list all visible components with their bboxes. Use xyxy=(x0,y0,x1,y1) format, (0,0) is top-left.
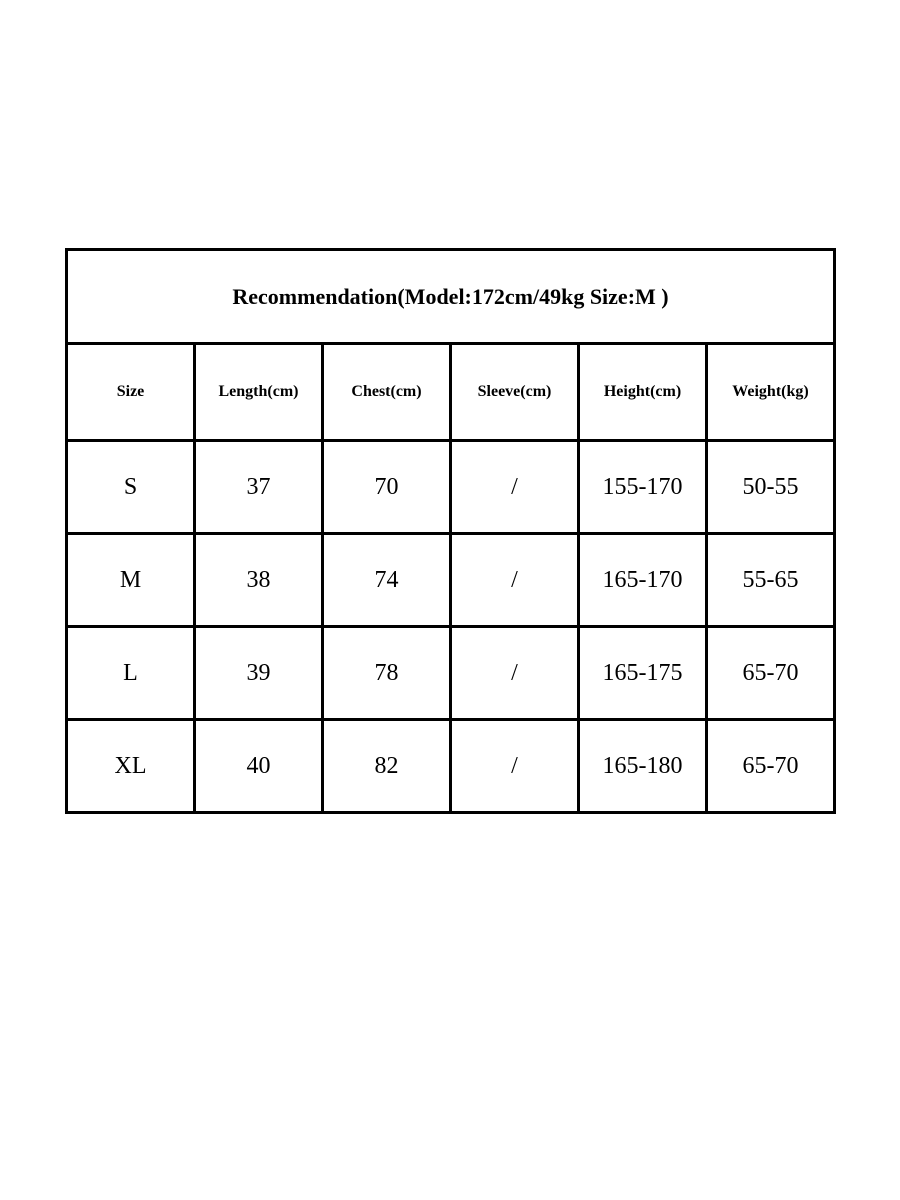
cell-sleeve: / xyxy=(451,720,579,813)
cell-length: 39 xyxy=(195,627,323,720)
cell-length: 37 xyxy=(195,441,323,534)
table-row xyxy=(67,627,835,720)
cell-height: 165-175 xyxy=(579,627,707,720)
cell-weight: 50-55 xyxy=(707,441,835,534)
cell-size: L xyxy=(67,627,195,720)
header-height: Height(cm) xyxy=(579,344,707,441)
cell-height: 165-180 xyxy=(579,720,707,813)
cell-sleeve: / xyxy=(451,441,579,534)
header-sleeve: Sleeve(cm) xyxy=(451,344,579,441)
table-row xyxy=(67,534,835,627)
cell-sleeve: / xyxy=(451,534,579,627)
cell-length: 40 xyxy=(195,720,323,813)
header-chest: Chest(cm) xyxy=(323,344,451,441)
cell-chest: 78 xyxy=(323,627,451,720)
cell-height: 155-170 xyxy=(579,441,707,534)
cell-chest: 70 xyxy=(323,441,451,534)
table-title: Recommendation(Model:172cm/49kg Size:M ) xyxy=(67,250,835,344)
cell-height: 165-170 xyxy=(579,534,707,627)
header-row xyxy=(67,344,835,441)
cell-sleeve: / xyxy=(451,627,579,720)
cell-weight: 65-70 xyxy=(707,720,835,813)
cell-size: M xyxy=(67,534,195,627)
cell-length: 38 xyxy=(195,534,323,627)
cell-weight: 65-70 xyxy=(707,627,835,720)
title-row xyxy=(67,250,835,344)
cell-chest: 74 xyxy=(323,534,451,627)
cell-weight: 55-65 xyxy=(707,534,835,627)
size-chart-table xyxy=(65,248,836,814)
header-size: Size xyxy=(67,344,195,441)
table-row xyxy=(67,720,835,813)
header-weight: Weight(kg) xyxy=(707,344,835,441)
table-row xyxy=(67,441,835,534)
cell-chest: 82 xyxy=(323,720,451,813)
cell-size: XL xyxy=(67,720,195,813)
header-length: Length(cm) xyxy=(195,344,323,441)
cell-size: S xyxy=(67,441,195,534)
